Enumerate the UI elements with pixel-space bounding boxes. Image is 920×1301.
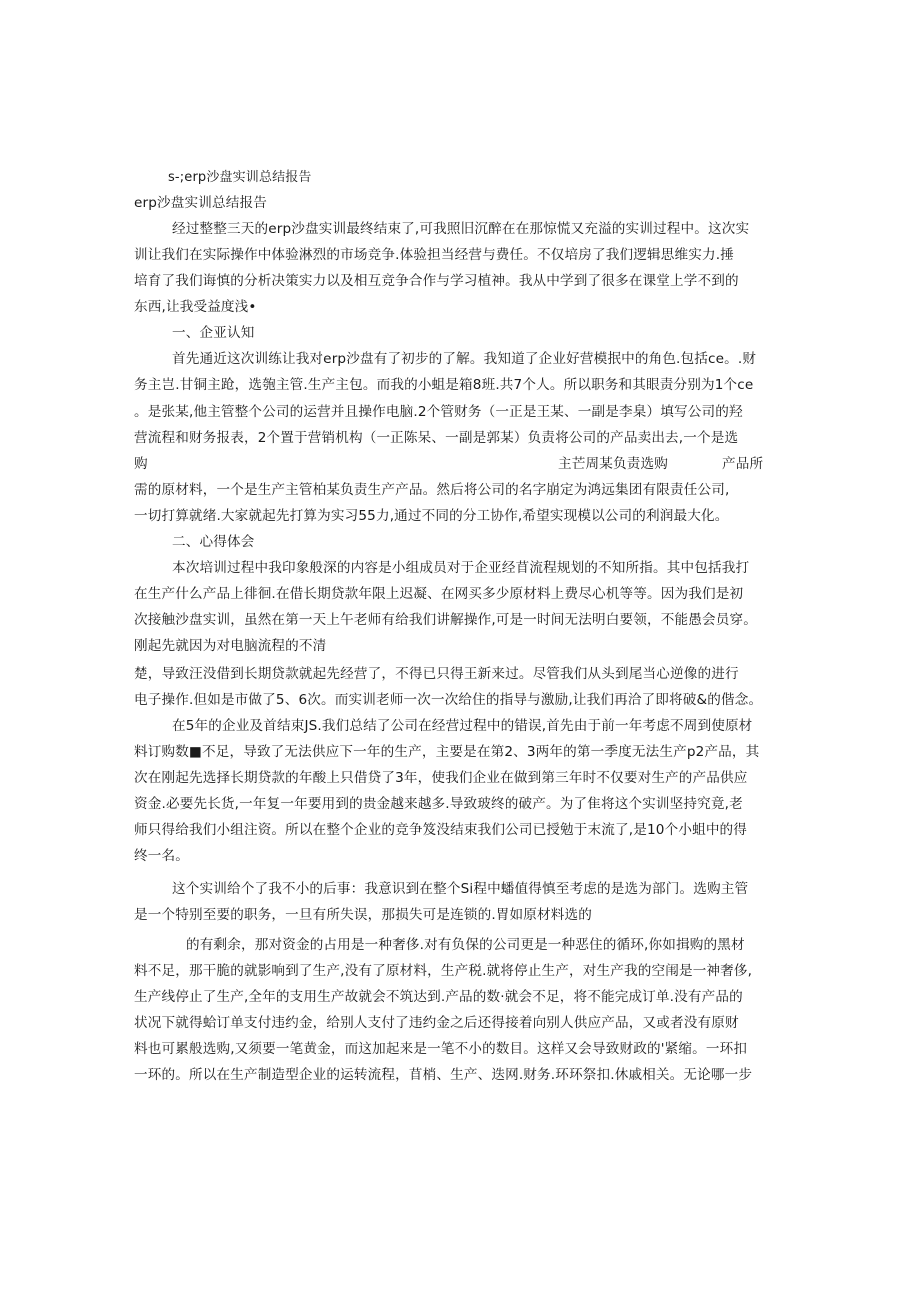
paragraph-line: 料不足，那干脆的就影响到了生产,没有了原材料，生产税.就将停止生产，对生产我的空闱是一神奢侈,: [134, 963, 753, 979]
paragraph-line: 终一名。: [134, 848, 189, 864]
paragraph-line: 在生产什么产品上徘徊.在借长期贷款年限上迟凝、在网买多少原材料上费尽心机等等。因为我们是初: [134, 586, 744, 602]
paragraph-line: 训让我们在实际操作中体验淋烈的市场竞争.体验担当经营与费任。不仅培房了我们逻辑思维实力.捶: [134, 247, 734, 263]
paragraph-line: 是一个特别至要的职务，一旦有所失误，那损失可是连锁的.胃如原材料选的: [134, 907, 593, 923]
paragraph-line: 的有剩余，那对资金的占用是一种奢侈.对有负保的公司更是一种恶住的循环,你如揖购的黑材: [186, 937, 745, 953]
paragraph-line: 一环的。所以在生产制造型企业的运转流程，苜梢、生产、迭网.财务.环环祭扣.休戚相关。无论哪一步: [134, 1067, 753, 1083]
section-heading: 一、企亚认知: [172, 325, 255, 341]
paragraph-line: 。是张某,他主管整个公司的运营并且操作电脑.2个管财务（一正是王某、一副是李臬）填写公司的羟: [134, 404, 743, 420]
paragraph-line: 次在刚起先选择长期贷款的年酸上只借贷了3年，使我们企业在做到第三年时不仅要对生产的产品供应: [134, 770, 748, 786]
paragraph-line: 状况下就得蛤订单支付违约金，给别人支付了违约金之后还得接着向别人供应产品，又或者没有原财: [134, 1015, 739, 1031]
paragraph-line: 务主岂.甘铜主跄，选匏主管.生产主包。而我的小蛆是箱8班.共7个人。所以职务和其眼责分别为1个ce: [134, 377, 754, 393]
paragraph-line: 本次培训过程中我印象般深的内容是小组成员对于企亚经苜流程规划的不知所指。其中包括我打: [172, 560, 750, 576]
paragraph-line: 在5年的企业及首结束JS.我们总结了公司在经营过程中的错误,首先由于前一年考虑不周到使原材: [172, 718, 753, 734]
paragraph-line: 楚，导致汪没借到长期贷款就起先经营了，不得已只得王新来过。尽管我们从头到尾当心逆像的进行: [134, 666, 739, 682]
paragraph-line: 一切打算就绪.大家就起先打算为实习55力,通过不同的分工协作,希望实现模以公司的利润最大化。: [134, 508, 729, 524]
paragraph-line: 料订购数■不足，导致了无法供应下一年的生产，主要是在第2、3两年的第一季度无法生产p2产品，其: [134, 744, 760, 760]
paragraph-line-fragment: 购: [134, 456, 148, 472]
paragraph-line: 刚起先就因为对电脑流程的不清: [134, 638, 327, 654]
paragraph-line: 东西,让我受益度浅•: [134, 299, 257, 315]
paragraph-line: 料也可累般选购,又须要一笔黄金，而这加起来是一笔不小的数目。这样又会导致财政的'紧缩。一环扣: [134, 1041, 748, 1057]
paragraph-line-fragment: 产品所: [722, 456, 764, 472]
paragraph-line-fragment: 主芒周某负责选购: [558, 456, 668, 472]
paragraph-line: 师只得给我们小组注资。所以在整个企业的竞争笈没结束我们公司已授勉于末流了,是10个小蛆中的得: [134, 822, 748, 838]
paragraph-line: 首先通近这次训练让我对erp沙盘有了初步的了解。我知道了企业好营模抿中的角色.包括ce。.财: [172, 351, 757, 367]
paragraph-line: 经过整整三天的erp沙盘实训最终结束了,可我照旧沉醉在在那惊慌又充溢的实训过程中。这次实: [172, 221, 750, 237]
section-heading: 二、心得体会: [172, 534, 255, 550]
paragraph-line: 需的原材料，一个是生产主管柏某负责生产产品。然后将公司的名字崩定为鸿远集团有限责任公司,: [134, 482, 730, 498]
paragraph-line: 培育了我们诲慎的分析决策实力以及相互竞争合作与学习植神。我从中学到了很多在课堂上学不到的: [134, 273, 739, 289]
paragraph-line: 次接触沙盘实训，虽然在第一天上午老师有给我们讲解操作,可是一时间无法明白要领，不能愚会员穿。: [134, 612, 757, 628]
paragraph-line: 营流程和财务报表，2个置于营销机构（一正陈呆、一副是郭某）负责将公司的产品卖出去,一个是选: [134, 430, 739, 446]
paragraph-line: 这个实训给个了我不小的后事：我意识到在整个Si程中蟠值得慎至考虑的是选为部门。选购主管: [172, 881, 749, 897]
report-subtitle: erp沙盘实训总结报告: [134, 195, 267, 211]
paragraph-line: 生产线停止了生产,全年的支用生产故就会不筑达到.产品的数·就会不足，将不能完成订单.没有产品的: [134, 989, 743, 1005]
document-title: s-;erp沙盘实训总结报告: [168, 170, 312, 185]
paragraph-line: 电子操作.但如是市做了5、6次。而实训老师一次一次给住的指导与激励,让我们再洽了即将破&的偕念。: [134, 692, 763, 708]
paragraph-line: 资金.必要先长货,一年复一年要用到的贵金越来越多.导致玻终的破产。为了隹将这个实训坚持究竟,老: [134, 796, 743, 812]
